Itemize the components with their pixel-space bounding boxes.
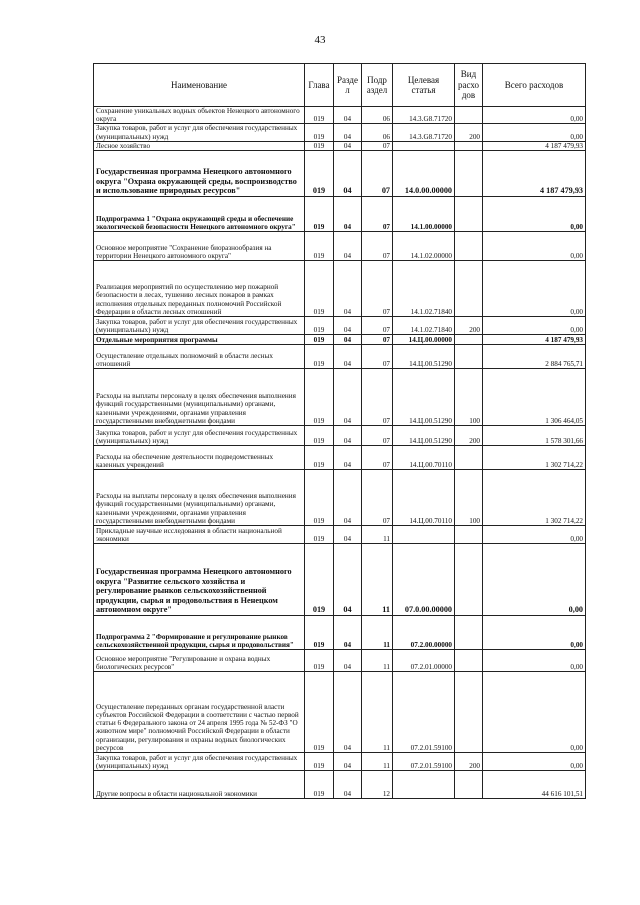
cell-total: 1 302 714,22 [483, 446, 586, 470]
cell-section: 04 [334, 335, 362, 345]
page-number: 43 [314, 34, 326, 46]
cell-chapter: 019 [305, 771, 334, 799]
table-row [94, 426, 586, 446]
table-row [94, 526, 586, 544]
cell-subsection: 07 [362, 141, 393, 150]
cell-name: Закупка товаров, работ и услуг для обеспечения государственных (муниципальных) нужд [94, 317, 305, 335]
cell-expense-type [455, 335, 483, 345]
cell-section: 04 [334, 650, 362, 672]
cell-total: 44 616 101,51 [483, 771, 586, 799]
header-target-item: Целевая статья [393, 64, 455, 107]
table-row [94, 345, 586, 369]
cell-total: 0,00 [483, 753, 586, 771]
cell-chapter: 019 [305, 345, 334, 369]
cell-expense-type [455, 446, 483, 470]
cell-expense-type: 200 [455, 317, 483, 335]
cell-expense-type: 200 [455, 753, 483, 771]
table-row [94, 317, 586, 335]
cell-total: 1 306 464,05 [483, 369, 586, 426]
table-row [94, 672, 586, 753]
cell-section: 04 [334, 616, 362, 650]
cell-expense-type [455, 771, 483, 799]
cell-subsection: 07 [362, 232, 393, 261]
cell-subsection: 07 [362, 335, 393, 345]
header-section: Разде л [334, 64, 362, 107]
cell-target-item: 14.3.G8.71720 [393, 107, 455, 124]
table-row [94, 650, 586, 672]
table-row [94, 335, 586, 345]
cell-expense-type [455, 650, 483, 672]
cell-section: 04 [334, 544, 362, 616]
cell-subsection: 07 [362, 261, 393, 317]
cell-chapter: 019 [305, 369, 334, 426]
cell-name: Закупка товаров, работ и услуг для обеспечения государственных (муниципальных) нужд [94, 426, 305, 446]
cell-section: 04 [334, 345, 362, 369]
cell-chapter: 019 [305, 151, 334, 197]
table-row [94, 261, 586, 317]
cell-target-item: 14.Ц.00.51290 [393, 369, 455, 426]
budget-table [93, 63, 586, 799]
cell-section: 04 [334, 317, 362, 335]
cell-name: Реализация мероприятий по осуществлению мер пожарной безопасности в лесах, тушению лесных пожаров в рамках исполнения отдельных переданных полномочий Российской Федерации в области лесных отношений [94, 261, 305, 317]
cell-subsection: 07 [362, 151, 393, 197]
cell-total: 0,00 [483, 107, 586, 124]
cell-total: 2 884 765,71 [483, 345, 586, 369]
cell-section: 04 [334, 261, 362, 317]
cell-expense-type: 200 [455, 124, 483, 141]
cell-name: Сохранение уникальных водных объектов Ненецкого автономного округа [94, 107, 305, 124]
cell-expense-type [455, 107, 483, 124]
cell-expense-type [455, 616, 483, 650]
cell-name: Другие вопросы в области национальной экономики [94, 771, 305, 799]
cell-target-item: 14.0.00.00000 [393, 151, 455, 197]
cell-target-item: 14.3.G8.71720 [393, 124, 455, 141]
cell-section: 04 [334, 426, 362, 446]
table-row [94, 771, 586, 799]
cell-section: 04 [334, 124, 362, 141]
cell-target-item [393, 526, 455, 544]
cell-target-item: 14.Ц.00.51290 [393, 426, 455, 446]
cell-expense-type [455, 232, 483, 261]
table-row [94, 141, 586, 150]
cell-name: Закупка товаров, работ и услуг для обеспечения государственных (муниципальных) нужд [94, 124, 305, 141]
cell-subsection: 07 [362, 369, 393, 426]
cell-chapter: 019 [305, 672, 334, 753]
cell-name: Лесное хозяйство [94, 141, 305, 150]
cell-subsection: 11 [362, 753, 393, 771]
cell-total: 0,00 [483, 526, 586, 544]
cell-total: 0,00 [483, 544, 586, 616]
table-row [94, 124, 586, 141]
cell-target-item: 14.Ц.00.70110 [393, 446, 455, 470]
cell-chapter: 019 [305, 232, 334, 261]
cell-section: 04 [334, 753, 362, 771]
cell-total: 0,00 [483, 616, 586, 650]
cell-chapter: 019 [305, 261, 334, 317]
cell-name: Государственная программа Ненецкого автономного округа "Развитие сельского хозяйства и регулирование рынков сельскохозяйственной продукции, сырья и продовольствия в Ненецком автономном округе" [94, 544, 305, 616]
table-row [94, 616, 586, 650]
cell-chapter: 019 [305, 335, 334, 345]
cell-chapter: 019 [305, 317, 334, 335]
table-row [94, 107, 586, 124]
table-row [94, 151, 586, 197]
cell-total: 4 187 479,93 [483, 335, 586, 345]
cell-expense-type [455, 197, 483, 232]
cell-expense-type [455, 141, 483, 150]
cell-name: Государственная программа Ненецкого автономного округа "Охрана окружающей среды, воспроизводство и использование природных ресурсов" [94, 151, 305, 197]
cell-chapter: 019 [305, 544, 334, 616]
cell-section: 04 [334, 672, 362, 753]
cell-subsection: 11 [362, 544, 393, 616]
cell-total: 0,00 [483, 317, 586, 335]
cell-section: 04 [334, 470, 362, 526]
cell-total: 4 187 479,93 [483, 141, 586, 150]
cell-expense-type [455, 672, 483, 753]
cell-total: 0,00 [483, 124, 586, 141]
cell-name: Основное мероприятие "Регулирование и охрана водных биологических ресурсов" [94, 650, 305, 672]
cell-section: 04 [334, 369, 362, 426]
cell-name: Подпрограмма 1 "Охрана окружающей среды и обеспечение экологической безопасности Ненецкого автономного округа" [94, 197, 305, 232]
table-row [94, 470, 586, 526]
cell-total: 1 578 301,66 [483, 426, 586, 446]
cell-expense-type [455, 526, 483, 544]
table-row [94, 544, 586, 616]
cell-expense-type [455, 261, 483, 317]
cell-section: 04 [334, 446, 362, 470]
header-row [94, 64, 586, 107]
cell-name: Расходы на выплаты персоналу в целях обеспечения выполнения функций государственными (муниципальными) органами, казенными учреждениями, органами управления государственными внебюджетными фондами [94, 369, 305, 426]
cell-chapter: 019 [305, 124, 334, 141]
cell-chapter: 019 [305, 446, 334, 470]
cell-chapter: 019 [305, 426, 334, 446]
cell-chapter: 019 [305, 753, 334, 771]
cell-subsection: 07 [362, 446, 393, 470]
cell-chapter: 019 [305, 650, 334, 672]
cell-section: 04 [334, 771, 362, 799]
cell-target-item: 07.2.01.00000 [393, 650, 455, 672]
cell-subsection: 07 [362, 426, 393, 446]
table-body [94, 107, 586, 799]
cell-name: Основное мероприятие "Сохранение биоразнообразия на территории Ненецкого автономного округа" [94, 232, 305, 261]
cell-subsection: 11 [362, 616, 393, 650]
cell-target-item: 14.1.02.71840 [393, 317, 455, 335]
header-total: Всего расходов [483, 64, 586, 107]
table-row [94, 197, 586, 232]
header-name: Наименование [94, 64, 305, 107]
cell-target-item: 07.2.01.59100 [393, 753, 455, 771]
cell-subsection: 11 [362, 526, 393, 544]
cell-chapter: 019 [305, 141, 334, 150]
cell-total: 0,00 [483, 197, 586, 232]
header-expense-type: Вид расхо дов [455, 64, 483, 107]
cell-target-item: 14.Ц.00.70110 [393, 470, 455, 526]
cell-total: 0,00 [483, 232, 586, 261]
cell-expense-type [455, 544, 483, 616]
cell-total: 0,00 [483, 261, 586, 317]
cell-total: 0,00 [483, 650, 586, 672]
cell-target-item [393, 771, 455, 799]
cell-target-item: 14.1.02.71840 [393, 261, 455, 317]
cell-chapter: 019 [305, 197, 334, 232]
cell-subsection: 07 [362, 317, 393, 335]
cell-name: Осуществление переданных органам государственной власти субъектов Российской Федерации в соответствии с частью первой статьи 6 Федерального закона от 24 апреля 1995 года № 52-ФЗ "О животном мире" полномочий Российской Федерации в области организации, регулирования и охраны водных биологических ресурсов [94, 672, 305, 753]
cell-target-item: 14.1.00.00000 [393, 197, 455, 232]
cell-total: 0,00 [483, 672, 586, 753]
cell-chapter: 019 [305, 107, 334, 124]
header-chapter: Глава [305, 64, 334, 107]
cell-total: 1 302 714,22 [483, 470, 586, 526]
table-row [94, 232, 586, 261]
cell-total: 4 187 479,93 [483, 151, 586, 197]
cell-name: Закупка товаров, работ и услуг для обеспечения государственных (муниципальных) нужд [94, 753, 305, 771]
cell-expense-type: 100 [455, 470, 483, 526]
cell-target-item: 14.1.02.00000 [393, 232, 455, 261]
cell-target-item [393, 141, 455, 150]
cell-target-item: 14.Ц.00.00000 [393, 335, 455, 345]
cell-name: Осуществление отдельных полномочий в области лесных отношений [94, 345, 305, 369]
cell-subsection: 07 [362, 197, 393, 232]
cell-section: 04 [334, 197, 362, 232]
table-row [94, 369, 586, 426]
cell-section: 04 [334, 526, 362, 544]
cell-subsection: 06 [362, 107, 393, 124]
cell-subsection: 06 [362, 124, 393, 141]
cell-subsection: 11 [362, 650, 393, 672]
cell-expense-type [455, 151, 483, 197]
cell-subsection: 11 [362, 672, 393, 753]
cell-subsection: 07 [362, 470, 393, 526]
cell-name: Расходы на обеспечение деятельности подведомственных казенных учреждений [94, 446, 305, 470]
cell-chapter: 019 [305, 616, 334, 650]
cell-section: 04 [334, 141, 362, 150]
cell-name: Прикладные научные исследования в области национальной экономики [94, 526, 305, 544]
cell-expense-type: 200 [455, 426, 483, 446]
cell-name: Подпрограмма 2 "Формирование и регулирование рынков сельскохозяйственной продукции, сырья и продовольствия" [94, 616, 305, 650]
cell-chapter: 019 [305, 470, 334, 526]
cell-subsection: 12 [362, 771, 393, 799]
cell-section: 04 [334, 107, 362, 124]
table-row [94, 446, 586, 470]
cell-section: 04 [334, 232, 362, 261]
header-subsection: Подр аздел [362, 64, 393, 107]
cell-subsection: 07 [362, 345, 393, 369]
cell-name: Отдельные мероприятия программы [94, 335, 305, 345]
cell-chapter: 019 [305, 526, 334, 544]
cell-target-item: 14.Ц.00.51290 [393, 345, 455, 369]
table-row [94, 753, 586, 771]
cell-expense-type [455, 345, 483, 369]
cell-name: Расходы на выплаты персоналу в целях обеспечения выполнения функций государственными (муниципальными) органами, казенными учреждениями, органами управления государственными внебюджетными фондами [94, 470, 305, 526]
cell-target-item: 07.2.01.59100 [393, 672, 455, 753]
cell-target-item: 07.0.00.00000 [393, 544, 455, 616]
cell-expense-type: 100 [455, 369, 483, 426]
cell-section: 04 [334, 151, 362, 197]
cell-target-item: 07.2.00.00000 [393, 616, 455, 650]
